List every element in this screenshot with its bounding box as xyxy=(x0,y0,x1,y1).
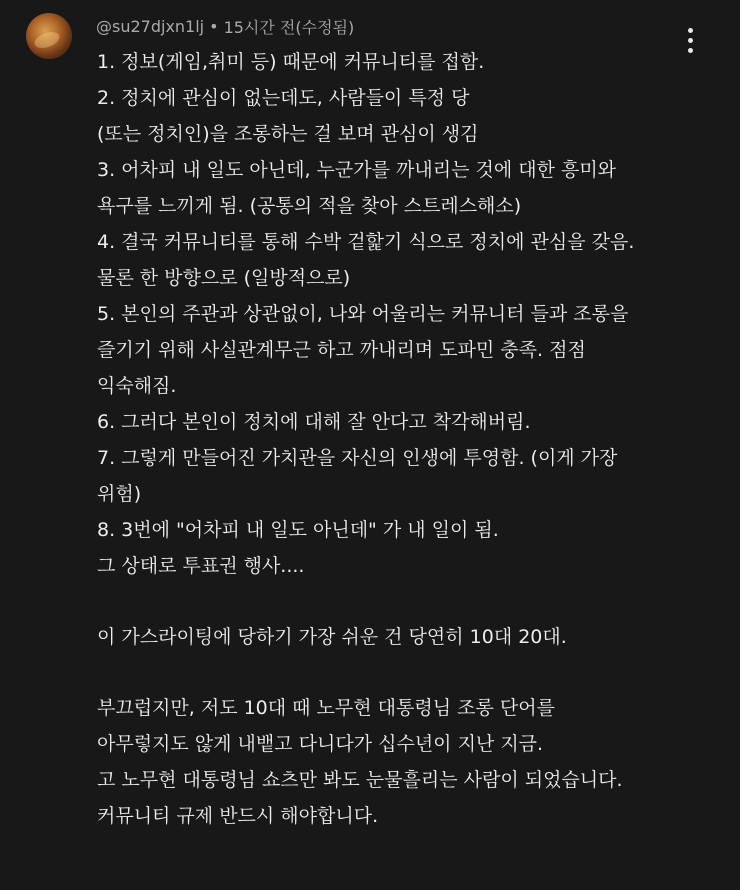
comment-line: 부끄럽지만, 저도 10대 때 노무현 대통령님 조롱 단어를 xyxy=(97,697,555,719)
comment-line: 커뮤니티 규제 반드시 해야합니다. xyxy=(97,805,379,827)
comment-line: 그 상태로 투표권 행사.... xyxy=(97,555,305,577)
comment-line: 6. 그러다 본인이 정치에 대해 잘 안다고 착각해버림. xyxy=(97,411,531,433)
blank-line xyxy=(97,584,717,619)
comment-line: 욕구를 느끼게 됨. (공통의 적을 찾아 스트레스해소) xyxy=(97,195,522,217)
comment-line: 물론 한 방향으로 (일방적으로) xyxy=(97,267,351,289)
comment-line: 아무렇지도 않게 내뱉고 다니다가 십수년이 지난 지금. xyxy=(97,733,544,755)
comment-line: 위험) xyxy=(97,483,142,505)
blank-line xyxy=(97,655,717,690)
user-avatar[interactable] xyxy=(26,13,72,59)
menu-dot xyxy=(688,28,693,33)
author-handle[interactable]: @su27djxn1lj xyxy=(96,16,205,36)
comment-line: 1. 정보(게임,취미 등) 때문에 커뮤니티를 접함. xyxy=(97,51,485,73)
comment-line: 2. 정치에 관심이 없는데도, 사람들이 특정 당 xyxy=(97,87,470,109)
comment-line: 3. 어차피 내 일도 아닌데, 누군가를 까내리는 것에 대한 흥미와 xyxy=(97,159,617,181)
comment-line: 즐기기 위해 사실관계무근 하고 까내리며 도파민 충족. 점점 xyxy=(97,339,586,361)
comment-line: 5. 본인의 주관과 상관없이, 나와 어울리는 커뮤니터 들과 조롱을 xyxy=(97,303,629,325)
comment-timestamp[interactable]: 15시간 전(수정됨) xyxy=(223,17,355,37)
comment-line: 7. 그렇게 만들어진 가치관을 자신의 인생에 투영함. (이게 가장 xyxy=(97,447,618,469)
comment-line: (또는 정치인)을 조롱하는 걸 보며 관심이 생김 xyxy=(97,123,479,145)
comment-header xyxy=(96,15,354,37)
comment-line: 고 노무현 대통령님 쇼츠만 봐도 눈물흘리는 사람이 되었습니다. xyxy=(97,769,623,791)
comment-line: 익숙해짐. xyxy=(97,375,177,397)
comment-line: 이 가스라이팅에 당하기 가장 쉬운 건 당연히 10대 20대. xyxy=(97,626,567,648)
comment-line: 8. 3번에 "어차피 내 일도 아닌데" 가 내 일이 됨. xyxy=(97,519,499,541)
meta-separator: • xyxy=(209,16,219,36)
menu-dot xyxy=(688,38,693,43)
comment-body xyxy=(97,44,717,834)
comment-line: 4. 결국 커뮤니티를 통해 수박 겉핥기 식으로 정치에 관심을 갖음. xyxy=(97,231,635,253)
